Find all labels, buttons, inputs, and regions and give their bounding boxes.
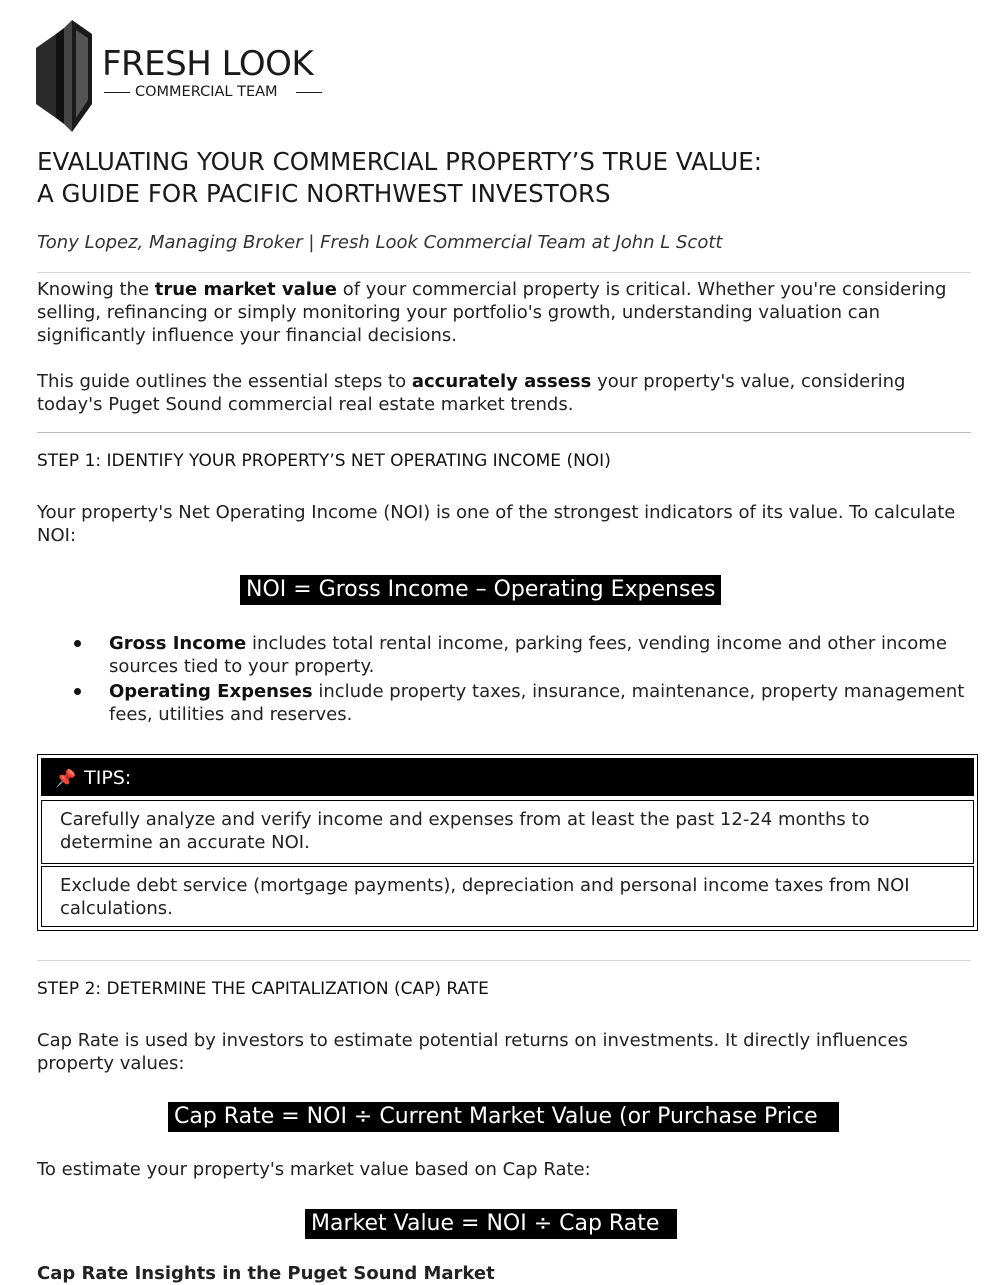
intro-paragraph-1 (37, 278, 967, 347)
intro-paragraph-2 (37, 370, 967, 416)
bullet-text: include property taxes, insurance, maintenance, property management fees, utilities and reserves. (109, 681, 965, 725)
step2-text-2: To estimate your property's market value based on Cap Rate: (37, 1159, 591, 1180)
tips-box (37, 754, 978, 931)
bullet-icon (74, 688, 81, 695)
noi-formula: NOI = Gross Income – Operating Expenses (240, 575, 721, 605)
step2-heading: STEP 2: DETERMINE THE CAPITALIZATION (CAP) RATE (37, 979, 489, 999)
bullet-term: Operating Expenses (109, 681, 313, 702)
title-line-1: EVALUATING YOUR COMMERCIAL PROPERTY’S TRUE VALUE: (37, 147, 762, 176)
intro-p1-text: Knowing the (37, 279, 155, 300)
intro-p2-text-end: your property's value, considering today's Puget Sound commercial real estate market trends. (37, 371, 906, 415)
step1-bullet-list (37, 632, 977, 728)
divider (37, 272, 971, 273)
market-value-formula: Market Value = NOI ÷ Cap Rate (305, 1209, 677, 1239)
bullet-term: Gross Income (109, 633, 247, 654)
logo-mark-icon (36, 20, 92, 132)
intro-p1-bold: true market value (154, 279, 337, 300)
logo-subtitle-text: COMMERCIAL TEAM (135, 84, 278, 100)
title-line-2: A GUIDE FOR PACIFIC NORTHWEST INVESTORS (37, 179, 611, 208)
page-title (37, 146, 762, 210)
step1-text: Your property's Net Operating Income (NOI) is one of the strongest indicators of its value. To calculate NOI: (37, 502, 956, 546)
divider (37, 432, 971, 433)
cap-rate-formula: Cap Rate = NOI ÷ Current Market Value (or Purchase Price (168, 1102, 839, 1132)
pushpin-icon: 📌 (55, 769, 77, 789)
bullet-icon (74, 640, 81, 647)
bullet-text: includes total rental income, parking fees, vending income and other income sources tied to your property. (109, 633, 947, 677)
logo-subtitle (104, 83, 324, 103)
cutoff-heading: Cap Rate Insights in the Puget Sound Market (37, 1263, 495, 1284)
divider (37, 960, 971, 961)
intro-p2-bold: accurately assess (411, 371, 592, 392)
byline: Tony Lopez, Managing Broker | Fresh Look Commercial Team at John L Scott (37, 232, 723, 253)
tip-row: Carefully analyze and verify income and expenses from at least the past 12-24 months to determine an accurate NOI. (41, 800, 974, 864)
step2-text: Cap Rate is used by investors to estimate potential returns on investments. It directly influences property values: (37, 1030, 908, 1074)
tips-header (41, 758, 974, 796)
step1-heading: STEP 1: IDENTIFY YOUR PROPERTY’S NET OPERATING INCOME (NOI) (37, 451, 611, 471)
tips-label: TIPS: (84, 767, 132, 789)
logo-title: FRESH LOOK (102, 44, 314, 84)
intro-p2-text: This guide outlines the essential steps to (37, 371, 412, 392)
tip-row: Exclude debt service (mortgage payments), depreciation and personal income taxes from NOI calculations. (41, 866, 974, 927)
logo-rule-left (104, 92, 130, 93)
list-item (37, 632, 977, 678)
logo-rule-right (296, 92, 322, 93)
intro-p1-text-end: of your commercial property is critical. Whether you're considering selling, refinancing or simply monitoring your portfolio's growth, understanding valuation can significantly influence your financial decisions. (37, 279, 947, 346)
list-item (37, 680, 977, 726)
